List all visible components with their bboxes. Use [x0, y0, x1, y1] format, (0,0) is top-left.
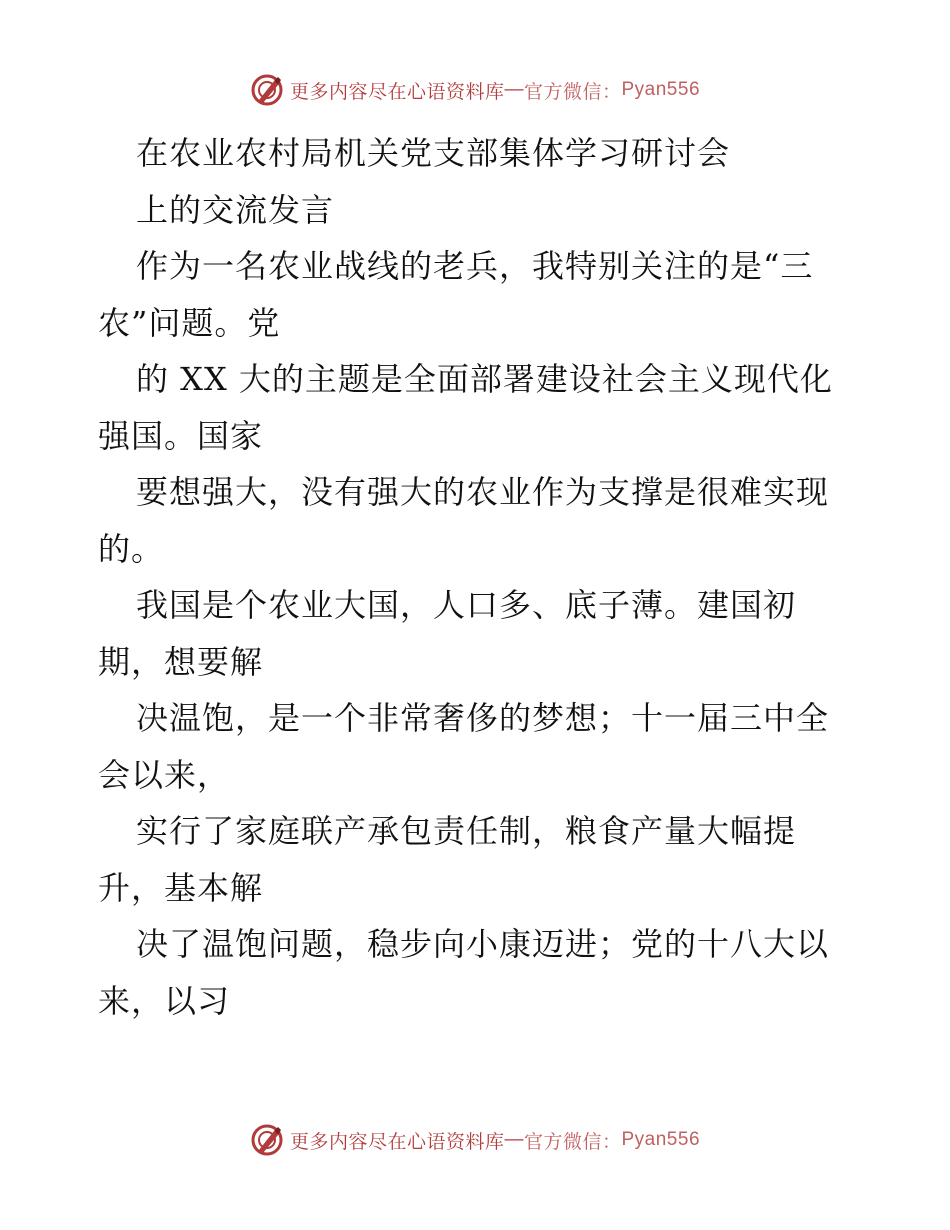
paragraph-line: 的。 — [98, 529, 165, 568]
watermark-wechat-id: Pyan556 — [621, 79, 701, 100]
watermark-dash: — — [504, 79, 524, 100]
paragraph-line: 来，以习 — [98, 981, 231, 1020]
paragraph-line: 实行了家庭联产承包责任制，粮食产量大幅提 — [136, 812, 797, 850]
header-watermark — [0, 70, 950, 110]
paragraph-line: 我国是个农业大国，人口多、底子薄。建国初 — [136, 586, 797, 624]
paragraph-line: 决了温饱问题，稳步向小康迈进；党的十八大以 — [136, 925, 830, 963]
watermark-site-text: 更多内容尽在心语资料库 — [289, 1131, 505, 1153]
title-line-1: 在农业农村局机关党支部集体学习研讨会 — [136, 134, 731, 172]
watermark-dash: — — [504, 1129, 524, 1150]
paragraph-line: 决温饱，是一个非常奢侈的梦想；十一届三中全 — [136, 699, 830, 737]
paragraph-line: 要想强大，没有强大的农业作为支撑是很难实现 — [136, 473, 830, 511]
watermark-wechat-id: Pyan556 — [621, 1129, 701, 1150]
paragraph-line: 的 XX 大的主题是全面部署建设社会主义现代化 — [136, 360, 833, 398]
pen-logo-icon — [250, 1123, 284, 1157]
paragraph-line: 强国。国家 — [98, 416, 264, 455]
title-line-2: 上的交流发言 — [136, 190, 335, 229]
watermark-wechat-label: 官方微信： — [523, 1131, 622, 1153]
footer-watermark — [0, 1120, 950, 1160]
watermark-wechat-label: 官方微信： — [523, 81, 622, 103]
paragraph-line: 期，想要解 — [98, 642, 264, 681]
paragraph-line: 作为一名农业战线的老兵，我特别关注的是“三 — [136, 247, 814, 285]
pen-logo-icon — [250, 73, 284, 107]
paragraph-line: 会以来， — [98, 755, 231, 794]
document-body — [98, 125, 868, 1029]
paragraph-line: 农”问题。党 — [98, 303, 281, 342]
watermark-site-text: 更多内容尽在心语资料库 — [289, 81, 505, 103]
paragraph-line: 升，基本解 — [98, 868, 264, 907]
